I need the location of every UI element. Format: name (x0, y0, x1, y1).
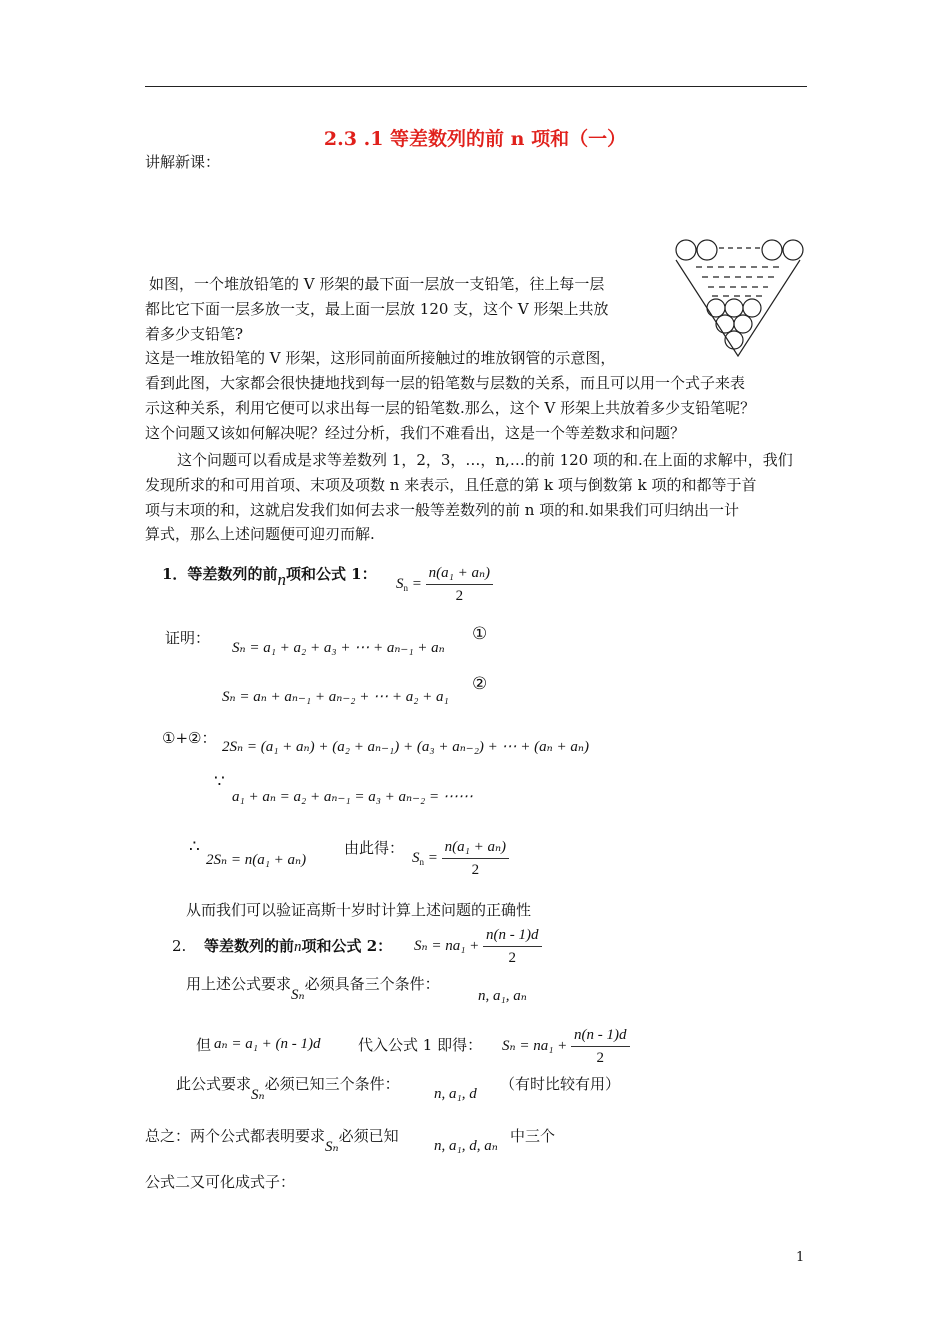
proof-equation-3: 2Sₙ = (a₁ + aₙ) + (a₂ + aₙ₋₁) + (a₃ + aₙ₋₂) + ⋯ + (aₙ + aₙ) (222, 739, 589, 755)
equation-mark-1: ① (472, 624, 488, 644)
proof-equation-4: a₁ + aₙ = a₂ + aₙ₋₁ = a₃ + aₙ₋₂ = ⋯⋯ (232, 789, 473, 805)
pencil-circle (697, 240, 717, 260)
therefore-symbol: ∴ (189, 837, 200, 857)
last-line: 公式二又可化成式子： (145, 1173, 296, 1191)
conditions-3: n, a₁, d, aₙ (434, 1138, 498, 1154)
useful-note: （有时比较有用） (500, 1075, 621, 1093)
formula2: Sₙ = na₁ + $\frac{n(n - 1)d}{2}$ (414, 924, 542, 969)
proof-equation-1: Sₙ = a₁ + a₂ + a₃ + ⋯ + aₙ₋₁ + aₙ (232, 640, 445, 656)
pencil-circle (762, 240, 782, 260)
requirement-line: 此公式要求Sₙ必须已知三个条件： (176, 1075, 400, 1103)
intro-paragraph (145, 272, 807, 446)
intro-line: 如图，一个堆放铅笔的 V 形架的最下面一层放一支铅笔，往上每一层 (149, 275, 605, 293)
substitute-label: 代入公式 1 即得： (358, 1036, 483, 1054)
formula2-index: 2. (172, 937, 187, 955)
pencil-circle (783, 240, 803, 260)
conditions-2: n, a₁, d (434, 1086, 477, 1102)
formula2-derived: Sₙ = na₁ + $\frac{n(n - 1)d}{2}$ (502, 1024, 630, 1069)
hence-label: 由此得： (344, 839, 405, 857)
intro-line: 都比它下面一层多放一支，最上面一层放 120 支，这个 V 形架上共放 (145, 299, 609, 318)
proof-equation-2: Sₙ = aₙ + aₙ₋₁ + aₙ₋₂ + ⋯ + a₂ + a₁ (222, 689, 449, 705)
section-label: 讲解新课： (145, 153, 221, 171)
intro-line: 示这种关系，利用它便可以求出每一层的铅笔数.那么，这个 V 形架上共放着多少支铅笔呢？ (145, 398, 756, 417)
explanation-paragraph (145, 448, 807, 547)
because-symbol: ∵ (214, 772, 225, 792)
but-label: 但 (196, 1036, 212, 1054)
formula2-heading: 等差数列的前n项和公式 2： (204, 937, 393, 955)
page-number: 1 (796, 1250, 805, 1265)
conditions-1: n, a₁, aₙ (478, 988, 527, 1004)
page-title: 2.3 .1 等差数列的前 n 项和（一） (323, 128, 627, 150)
summary-line: 总之：两个公式都表明要求Sₙ必须已知 (145, 1127, 399, 1155)
summary-suffix: 中三个 (510, 1127, 556, 1145)
explanation-line: 发现所求的和可用首项、末项及项数 n 来表示，且任意的第 k 项与倒数第 k 项的和都等于首 (145, 475, 757, 494)
intro-line: 这个问题又该如何解决呢？经过分析，我们不难看出，这是一个等差数求和问题？ (145, 423, 686, 442)
proof-equation-5: 2Sₙ = n(a₁ + aₙ) (206, 852, 307, 868)
hence-formula: $S_n$ = $\frac{\text{n(a₁ + aₙ)}}{2}$ (412, 836, 509, 881)
intro-line: 看到此图，大家都会很快捷地找到每一层的铅笔数与层数的关系，而且可以用一个式子来表 (145, 374, 746, 393)
an-expression: aₙ = a₁ + (n - 1)d (214, 1036, 321, 1052)
proof-label: 证明： (165, 629, 211, 647)
sum-label: ①+②： (162, 729, 217, 747)
intro-line: 着多少支铅笔? (145, 324, 244, 343)
intro-line: 这是一堆放铅笔的 V 形架，这形同前面所接触过的堆放钢管的示意图， (145, 349, 616, 368)
header-rule (145, 86, 807, 87)
explanation-line: 这个问题可以看成是求等差数列 1，2，3，…，n,…的前 120 项的和.在上面的求解中，我们 (177, 451, 793, 469)
explanation-line: 算式，那么上述问题便可迎刃而解. (145, 525, 375, 544)
formula1-numerator: n(a₁ + aₙ) (426, 562, 493, 585)
formula1-denominator: 2 (455, 588, 464, 604)
formula1-heading: 1．等差数列的前n项和公式 1： (162, 565, 377, 589)
equation-mark-2: ② (472, 674, 488, 694)
use-line: 用上述公式要求Sₙ必须具备三个条件： (186, 975, 440, 1003)
pencil-circle (676, 240, 696, 260)
explanation-line: 项与末项的和，这就启发我们如何去求一般等差数列的前 n 项的和.如果我们可归纳出一计 (145, 500, 739, 519)
gauss-note: 从而我们可以验证高斯十岁时计算上述问题的正确性 (186, 901, 532, 919)
formula1: $S_n$ = $\frac{\text{n(a₁ + aₙ)}}{2}$ (396, 562, 493, 607)
